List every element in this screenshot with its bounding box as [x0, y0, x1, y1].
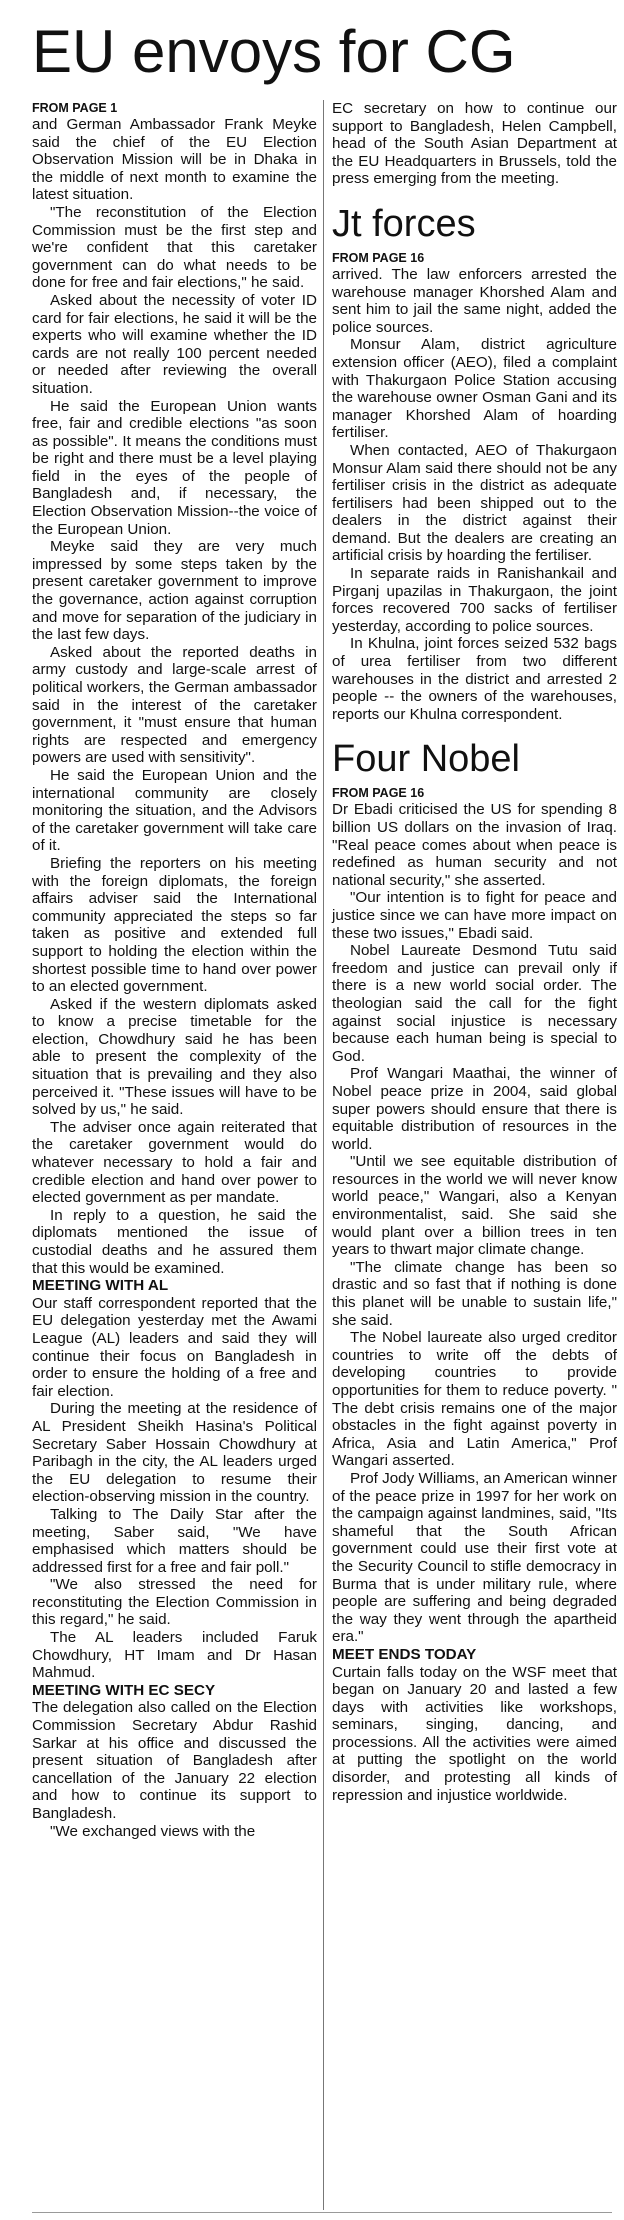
headline: EU envoys for CG [32, 18, 516, 85]
left-column [32, 100, 317, 1840]
paragraph: arrived. The law enforcers arrested the warehouse manager Khorshed Alam and sent him to jail the same night, added the police sources. [332, 265, 617, 336]
paragraph: The Nobel laureate also urged creditor countries to write off the debts of developing countries to provide opportunities for them to reduce poverty. " The debt crisis remains one of the major obstacles in the fight against poverty in Africa, Asia and Latin America," Prof Wangari asserted. [332, 1329, 617, 1470]
paragraph: In Khulna, joint forces seized 532 bags of urea fertiliser from two different warehouses in the district and arrested 2 people -- the owners of the warehouses, reports our Khulna correspondent. [332, 635, 617, 723]
paragraph: The adviser once again reiterated that the caretaker government would do whatever necessary to hold a fair and credible election and hand over power to elected government as per mandate. [32, 1118, 317, 1207]
paragraph: "Our intention is to fight for peace and justice since we can have more impact on these two issues," Ebadi said. [332, 889, 617, 942]
paragraph: Curtain falls today on the WSF meet that began on January 20 and lasted a few days with activities like workshops, seminars, singing, dancing, and processions. All the activities were aimed at putting the spotlight on the world disorder, and protesting all kinds of repression and injustice worldwide. [332, 1663, 617, 1804]
paragraph: During the meeting at the residence of AL President Sheikh Hasina's Political Secretary Saber Hossain Chowdhury at Paribagh in the city, the AL leaders urged the EU delegation to resume their election-observing mission in the country. [32, 1400, 317, 1506]
paragraph: Asked if the western diplomats asked to know a precise timetable for the election, Chowdhury said he has been able to present the complexity of the situation that is prevailing and they also perceived it. "These issues will have to be solved by us," he said. [32, 995, 317, 1119]
paragraph: Prof Wangari Maathai, the winner of Nobel peace prize in 2004, said global super powers should ensure that there is equitable distribution of resources in the world. [332, 1065, 617, 1153]
paragraph: Prof Jody Williams, an American winner of the peace prize in 1997 for her work on the campaign against landmines, said, "Its shameful that the South African government could use their first vote at the Security Council to stifle democracy in Burma that is under military rule, where people are suffering and being degraded the way they went through the apartheid era." [332, 1469, 617, 1646]
column-divider [323, 100, 324, 2210]
continued-kicker: FROM PAGE 16 [332, 786, 425, 801]
paragraph: and German Ambassador Frank Meyke said the chief of the EU Election Observation Mission will be in Dhaka in the middle of next month to examine the latest situation. [32, 116, 317, 204]
continued-kicker: FROM PAGE 16 [332, 250, 425, 265]
paragraph: Our staff correspondent reported that the EU delegation yesterday met the Awami League (AL) leaders and said they will continue their focus on Bangladesh in order to ensure the holding of a free and fair election. [32, 1294, 317, 1400]
paragraph: "We exchanged views with the [50, 1822, 256, 1840]
paragraph: He said the European Union wants free, fair and credible elections "as soon as possible". It means the conditions must be right and there must be a level playing field in the eyes of the people of Bangladesh and, if necessary, the Election Observation Mission--the voice of the European Union. [32, 397, 317, 538]
paragraph: EC secretary on how to continue our support to Bangladesh, Helen Campbell, head of the South Asian Department at the EU Headquarters in Brussels, told the press emerging from the meeting. [332, 100, 617, 188]
subhead-meeting-with-ec-secy: MEETING WITH EC SECY [32, 1681, 216, 1699]
paragraph: "Until we see equitable distribution of resources in the world we will never know world peace," Wangari, also a Kenyan environmentalist, said. She said she would plant over a billion trees in ten years to thwart major climate change. [332, 1153, 617, 1259]
paragraph: "The climate change has been so drastic and so fast that if nothing is done this planet will be unable to sustain life," she said. [332, 1258, 617, 1329]
continued-kicker: FROM PAGE 1 [32, 101, 118, 115]
paragraph: Talking to The Daily Star after the meeting, Saber said, "We have emphasised which matters should be addressed first for a free and fair poll." [32, 1505, 317, 1576]
right-column [332, 100, 617, 1804]
paragraph: Meyke said they are very much impressed by some steps taken by the present caretaker government to improve the governance, action against corruption and move for separation of the judiciary in the last few days. [32, 538, 317, 644]
paragraph: Nobel Laureate Desmond Tutu said freedom and justice can prevail only if there is a new world social order. The theologian said the call for the fight against social injustice is necessary because each human being is special to God. [332, 942, 617, 1065]
paragraph: Briefing the reporters on his meeting with the foreign diplomats, the foreign affairs adviser said the International community appreciated the steps so far taken as positive and extended full support to holding the election within the shortest possible time to hand over power to an elected government. [32, 854, 317, 996]
paragraph: Monsur Alam, district agriculture extension officer (AEO), filed a complaint with Thakurgaon Police Station accusing the warehouse owner Osman Gani and its manager Khorshed Alam of hoarding fertiliser. [332, 336, 617, 442]
subhead-meet-ends-today: MEET ENDS TODAY [332, 1645, 477, 1663]
paragraph: When contacted, AEO of Thakurgaon Monsur Alam said there should not be any fertiliser crisis in the district as adequate fertilisers had been shipped out to the dealers in the district against their demand. But the dealers are creating an artificial crisis by hoarding the fertiliser. [332, 441, 617, 565]
paragraph: The delegation also called on the Election Commission Secretary Abdur Rashid Sarkar at his office and discussed the present situation of Bangladesh after cancellation of the January 22 election and how to continue its support to Bangladesh. [32, 1699, 317, 1822]
paragraph: Dr Ebadi criticised the US for spending 8 billion US dollars on the invasion of Iraq. "Real peace comes about when peace is redefined as human security and not national security," she asserted. [332, 801, 617, 889]
paragraph: He said the European Union and the international community are closely monitoring the situation, and the Advisors of the caretaker government will take care of it. [32, 766, 317, 855]
paragraph: "We also stressed the need for reconstituting the Election Commission in this regard," he said. [32, 1576, 317, 1629]
paragraph: The AL leaders included Faruk Chowdhury, HT Imam and Dr Hasan Mahmud. [32, 1629, 317, 1682]
subhead-meeting-with-al: MEETING WITH AL [32, 1277, 169, 1295]
paragraph: "The reconstitution of the Election Commission must be the first step and we're confident that this caretaker government can do what needs to be done for free and fair elections," he said. [32, 203, 317, 292]
paragraph: In reply to a question, he said the diplomats mentioned the issue of custodial deaths and he assured them that this would be examined. [32, 1206, 317, 1277]
story-title-jt-forces: Jt forces [332, 202, 476, 245]
bottom-rule [32, 2212, 612, 2213]
story-title-four-nobel: Four Nobel [332, 738, 520, 781]
paragraph: Asked about the reported deaths in army custody and large-scale arrest of political workers, the German ambassador said in the interest of the caretaker government, it "must ensure that human rights are respected and emergency powers are used with sensitivity". [32, 643, 317, 767]
paragraph: In separate raids in Ranishankail and Pirganj upazilas in Thakurgaon, the joint forces recovered 700 sacks of fertiliser yesterday, according to police sources. [332, 565, 617, 635]
paragraph: Asked about the necessity of voter ID card for fair elections, he said it will be the experts who will examine whether the ID cards are not really 100 percent needed or needed after reviewing the overall situation. [32, 291, 317, 397]
